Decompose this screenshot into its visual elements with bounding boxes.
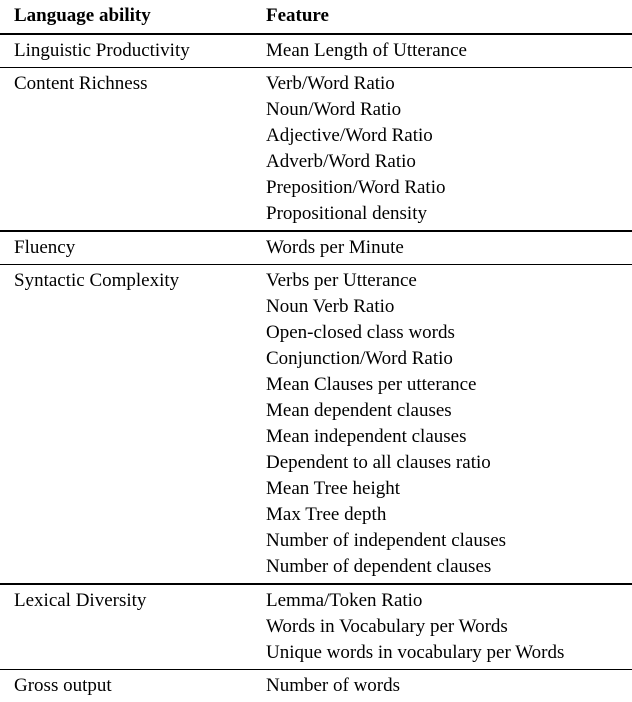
feature-cell [258, 585, 632, 669]
feature-item: Unique words in vocabulary per Words [266, 640, 632, 666]
feature-item: Noun/Word Ratio [266, 97, 632, 123]
feature-item: Mean Tree height [266, 476, 632, 502]
feature-cell [258, 35, 632, 67]
table-row [0, 68, 632, 230]
header-row [0, 0, 632, 33]
feature-item: Lemma/Token Ratio [266, 588, 632, 614]
feature-cell [258, 232, 632, 264]
table-row [0, 670, 632, 702]
ability-cell: Linguistic Productivity [0, 35, 258, 67]
feature-item: Number of dependent clauses [266, 554, 632, 580]
ability-cell: Fluency [0, 232, 258, 264]
feature-cell [258, 68, 632, 230]
column-header-language-ability: Language ability [0, 0, 258, 33]
feature-item: Mean independent clauses [266, 424, 632, 450]
ability-cell: Syntactic Complexity [0, 265, 258, 583]
feature-item: Mean Length of Utterance [266, 38, 632, 64]
feature-item: Preposition/Word Ratio [266, 175, 632, 201]
table-row [0, 35, 632, 67]
feature-item: Words per Minute [266, 235, 632, 261]
feature-item: Number of words [266, 673, 632, 699]
table-body [0, 35, 632, 702]
feature-item: Propositional density [266, 201, 632, 227]
table-row [0, 232, 632, 264]
feature-item: Dependent to all clauses ratio [266, 450, 632, 476]
feature-item: Mean dependent clauses [266, 398, 632, 424]
feature-item: Noun Verb Ratio [266, 294, 632, 320]
table-header [0, 0, 632, 35]
feature-item: Conjunction/Word Ratio [266, 346, 632, 372]
ability-cell: Lexical Diversity [0, 585, 258, 669]
feature-item: Adverb/Word Ratio [266, 149, 632, 175]
ability-cell: Gross output [0, 670, 258, 702]
feature-item: Max Tree depth [266, 502, 632, 528]
feature-item: Adjective/Word Ratio [266, 123, 632, 149]
feature-item: Verbs per Utterance [266, 268, 632, 294]
feature-cell [258, 670, 632, 702]
ability-cell: Content Richness [0, 68, 258, 230]
column-header-feature: Feature [258, 0, 632, 33]
table-row [0, 265, 632, 583]
feature-item: Number of independent clauses [266, 528, 632, 554]
feature-cell [258, 265, 632, 583]
feature-item: Words in Vocabulary per Words [266, 614, 632, 640]
feature-item: Mean Clauses per utterance [266, 372, 632, 398]
table-row [0, 585, 632, 669]
feature-item: Open-closed class words [266, 320, 632, 346]
feature-item: Verb/Word Ratio [266, 71, 632, 97]
